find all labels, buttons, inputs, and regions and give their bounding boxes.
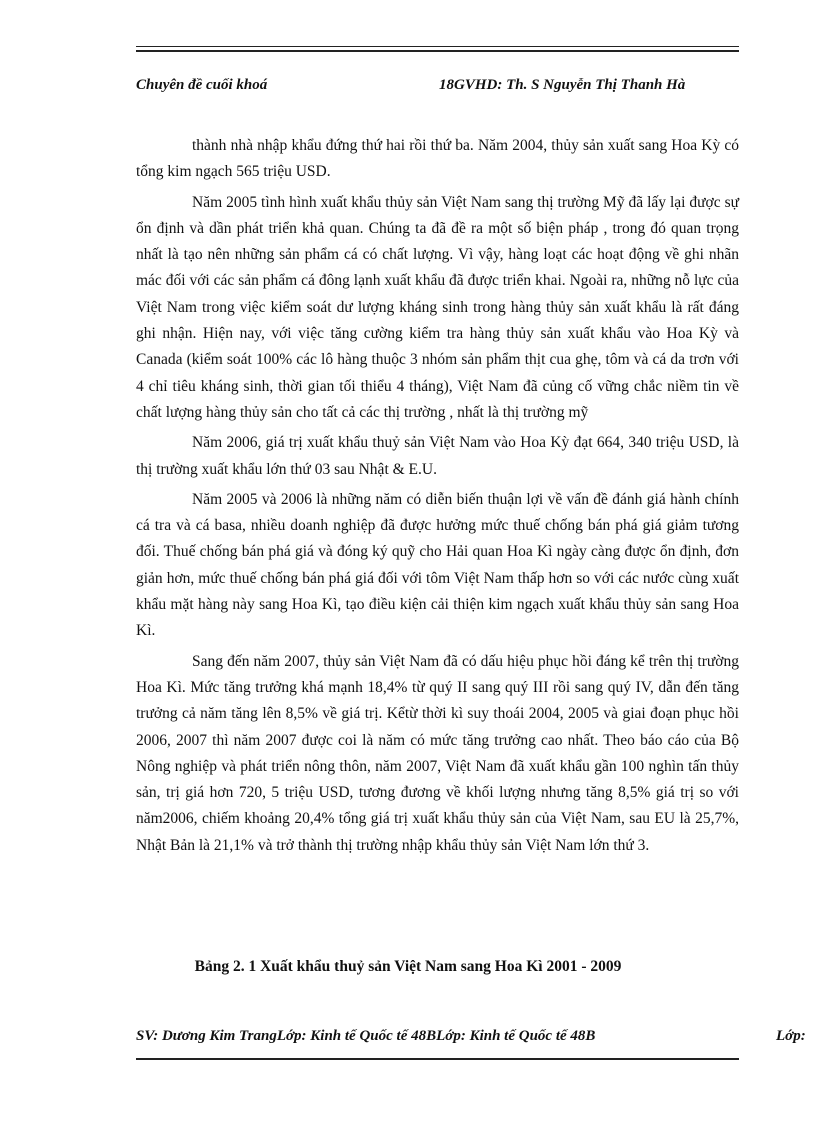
- paragraph: Năm 2006, giá trị xuất khẩu thuỷ sản Việt Nam vào Hoa Kỳ đạt 664, 340 triệu USD, là thị trường xuất khẩu lớn thứ 03 sau Nhật & E.U.: [136, 434, 739, 478]
- paragraph: Năm 2005 và 2006 là những năm có diễn biến thuận lợi về vấn đề đánh giá hành chính cá tra và cá basa, nhiều doanh nghiệp đã được hưởng mức thuế chống bán phá giá giảm tương đối. Thuế chống bán phá giá và đóng ký quỹ cho Hải quan Hoa Kì ngày càng được ổn định, đơn giản hơn, mức thuế chống bán phá giá đối với tôm Việt Nam thấp hơn so với các nước cùng xuất khẩu mặt hàng này sang Hoa Kì, tạo điều kiện cải thiện kim ngạch xuất khẩu thủy sản sang Hoa Kì.: [136, 490, 739, 640]
- paragraph: Năm 2005 tình hình xuất khẩu thủy sản Việt Nam sang thị trường Mỹ đã lấy lại được sự ổn định và dần phát triển khả quan. Chúng ta đã đề ra một số biện pháp , trong đó quan trọng nhất là tạo nên những sản phẩm cá có chất lượng. Vì vậy, hàng loạt các hoạt động về ghi nhãn mác đối với các sản phẩm cá đông lạnh xuất khẩu đã được triển khai. Ngoài ra, những nỗ lực của Việt Nam trong việc kiểm soát dư lượng kháng sinh trong hàng thủy sản xuất khẩu là rất đáng ghi nhận. Hiện nay, với việc tăng cường kiểm tra hàng thủy sản xuất khẩu vào Hoa Kỳ và Canada (kiểm soát 100% các lô hàng thuộc 3 nhóm sản phẩm thịt cua ghẹ, tôm và cá da trơn với 4 chỉ tiêu kháng sinh, thời gian tối thiểu 4 tháng), Việt Nam đã củng cố vững chắc niềm tin về chất lượng hàng thủy sản cho tất cả các thị trường , nhất là thị trường mỹ: [136, 193, 739, 421]
- table-caption: Bảng 2. 1 Xuất khẩu thuỷ sản Việt Nam sang Hoa Kì 2001 - 2009: [194, 958, 622, 975]
- footer-rule: [136, 1058, 739, 1060]
- footer-class-label: Lớp:: [776, 1028, 806, 1044]
- footer-student-info: SV: Dương Kim TrangLớp: Kinh tế Quốc tế 48BLớp: Kinh tế Quốc tế 48B: [136, 1028, 596, 1044]
- document-body: [136, 133, 739, 863]
- paragraph: thành nhà nhập khẩu đứng thứ hai rồi thứ ba. Năm 2004, thủy sản xuất sang Hoa Kỳ có tổng kim ngạch 565 triệu USD.: [136, 137, 739, 181]
- paragraph: Sang đến năm 2007, thủy sản Việt Nam đã có dấu hiệu phục hồi đáng kể trên thị trường Hoa Kì. Mức tăng trưởng khá mạnh 18,4% từ quý II sang quý III rồi sang quý IV, dẫn đến tăng trưởng cả năm tăng lên 8,5% về giá trị. Kểtừ thời kì suy thoái 2004, 2005 và giai đoạn phục hồi 2006, 2007 thì năm 2007 được coi là năm có mức tăng trưởng cao nhất. Theo báo cáo của Bộ Nông nghiệp và phát triển nông thôn, năm 2007, Việt Nam đã xuất khẩu gần 100 nghìn tấn thủy sản, trị giá hơn 720, 5 triệu USD, tương đương về khối lượng nhưng tăng 8,5% giá trị so với năm2006, chiếm khoảng 20,4% tổng giá trị xuất khẩu thủy sản của Việt Nam, sau EU là 25,7%, Nhật Bản là 21,1% và trở thành thị trường nhập khẩu thủy sản Việt Nam lớn thứ 3.: [136, 652, 739, 854]
- header-rule-thin: [136, 46, 739, 47]
- header-supervisor: 18GVHD: Th. S Nguyễn Thị Thanh Hà: [439, 77, 686, 93]
- header-title: Chuyên đề cuối khoá: [136, 77, 268, 93]
- header-rule-thick: [136, 50, 739, 52]
